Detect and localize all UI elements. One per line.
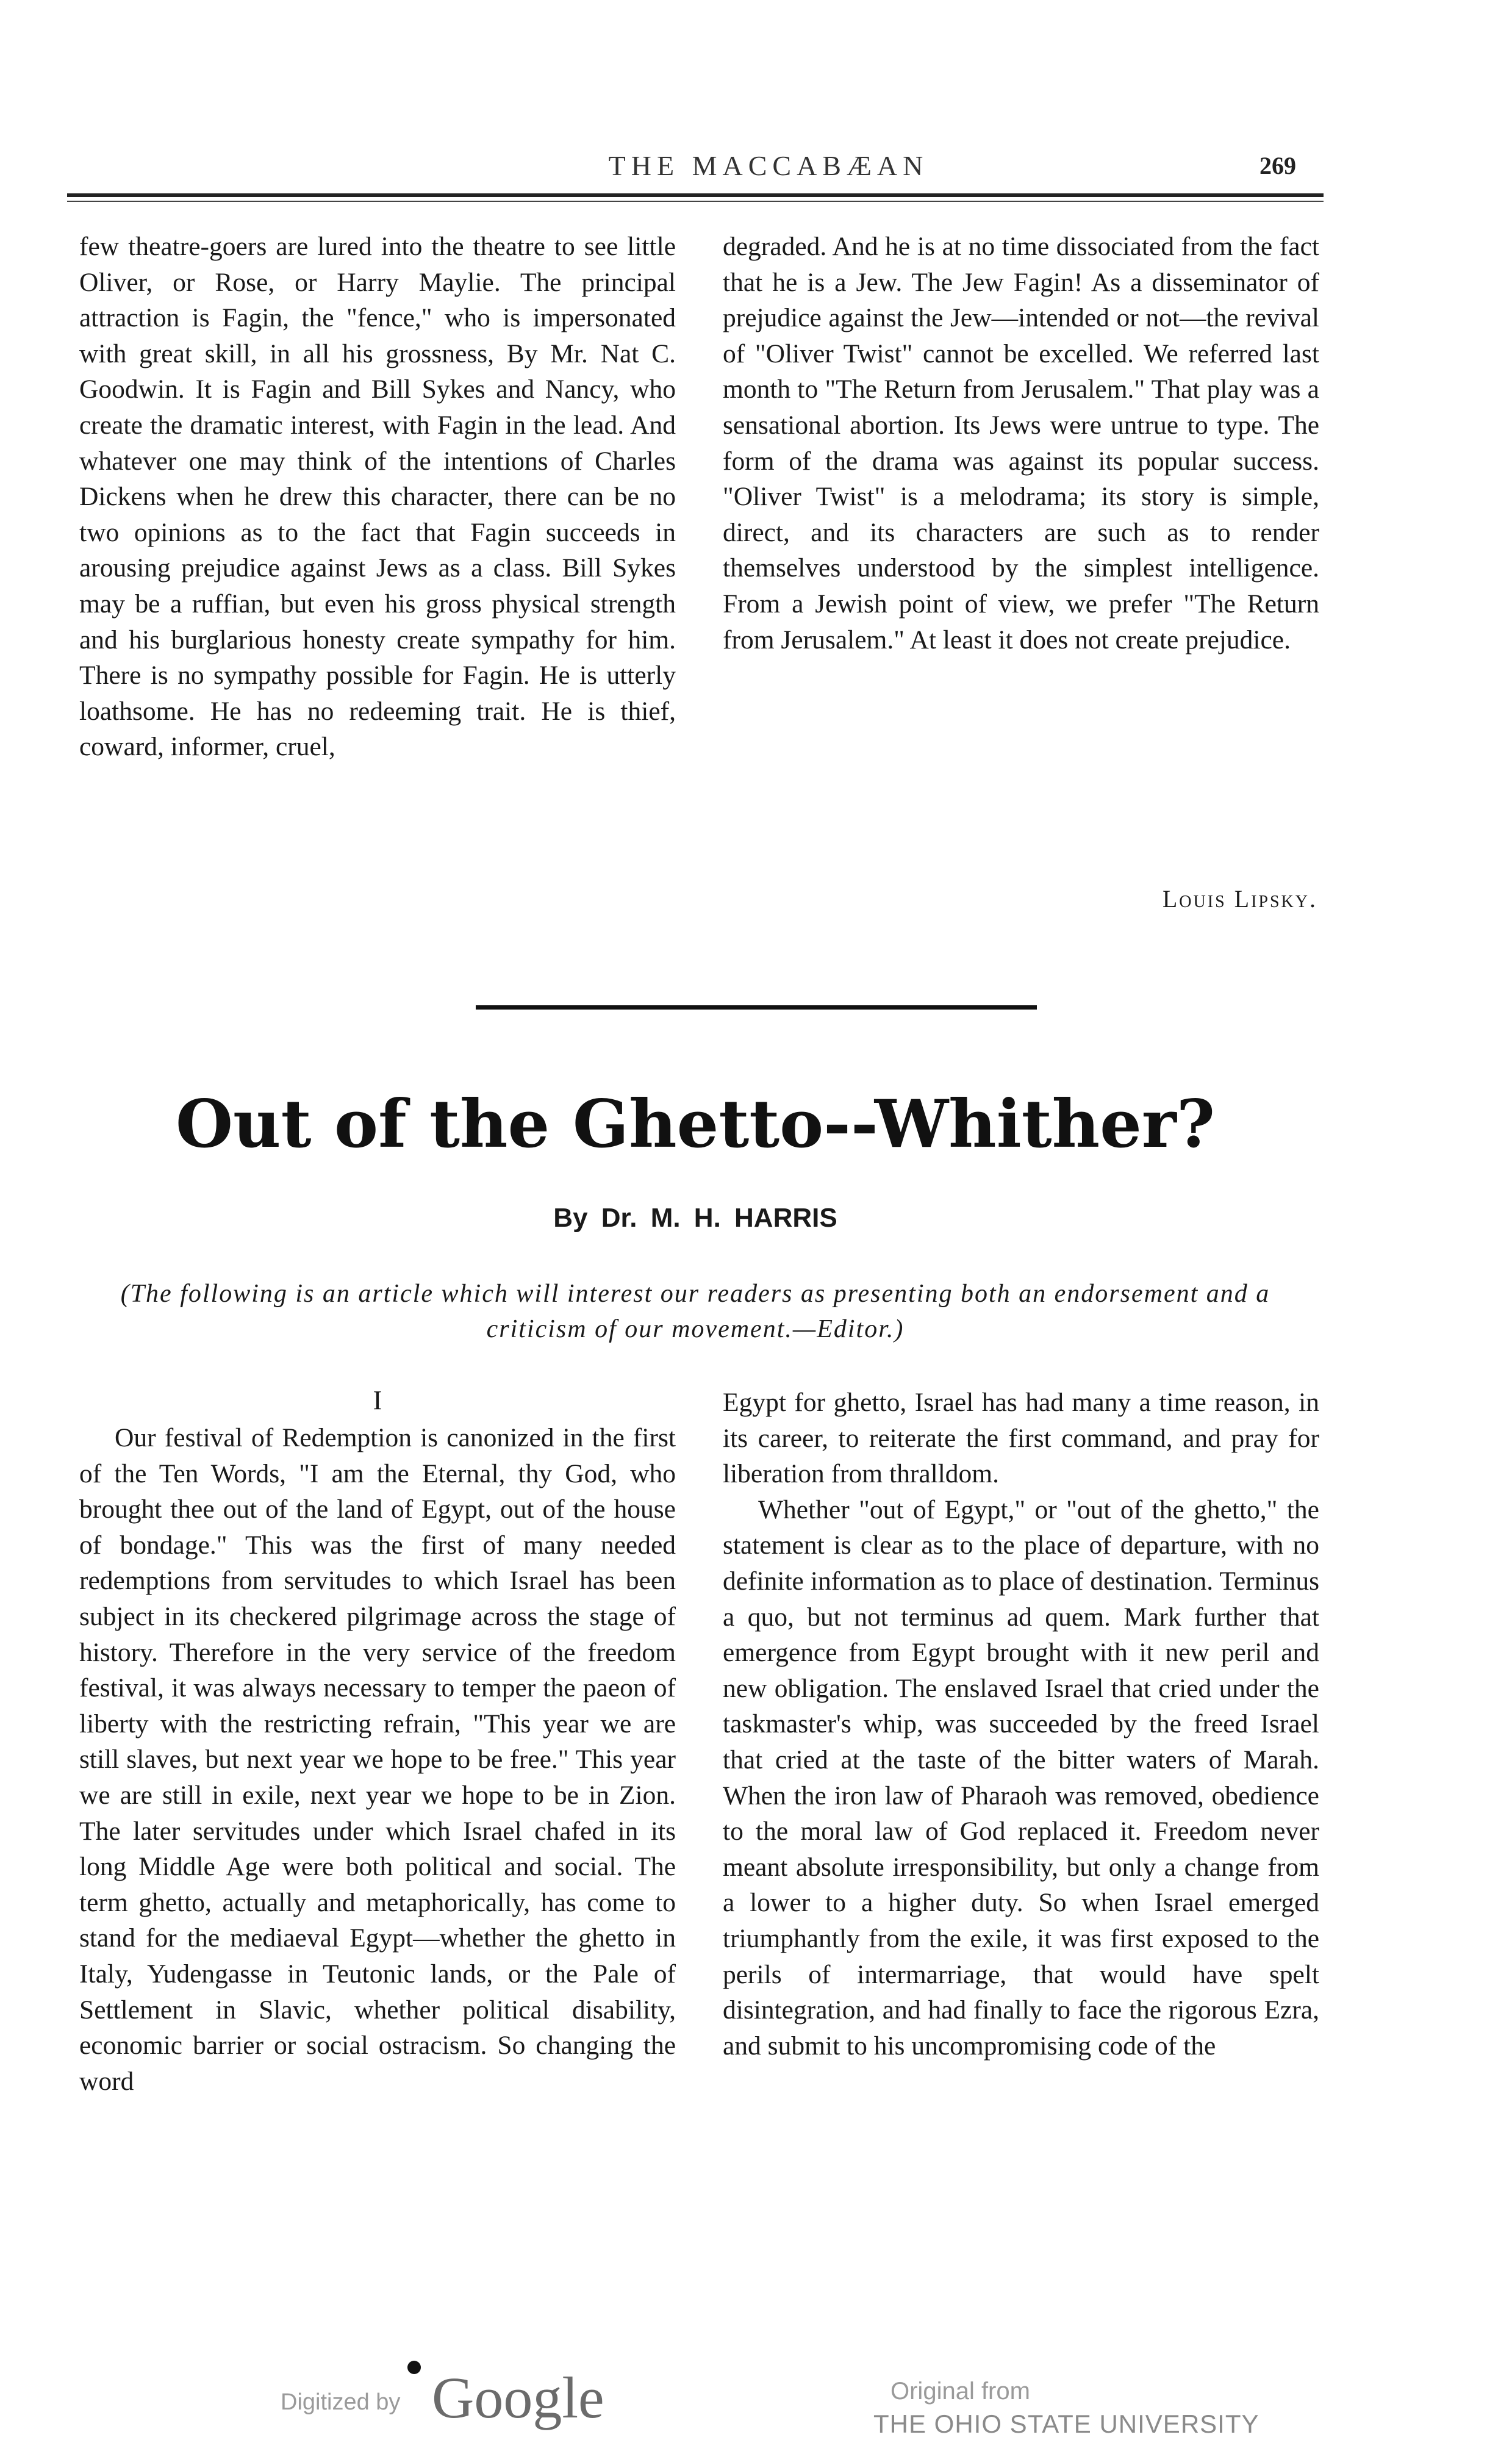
article-title: Out of the Ghetto--Whither?: [175, 1086, 1216, 1163]
page-number: 269: [1259, 152, 1296, 179]
article-column-1: [79, 1420, 676, 2099]
google-logo: Google: [432, 2365, 604, 2430]
ink-dot: [407, 2361, 421, 2374]
previous-article-column-2: [723, 229, 1319, 658]
section-divider: [476, 1005, 1037, 1010]
original-from-label: Original from: [890, 2378, 1030, 2405]
previous-article-column-1: [79, 229, 676, 765]
digitized-by-label: Digitized by: [281, 2389, 401, 2415]
article-column-2: [723, 1385, 1319, 2064]
article-byline: By Dr. M. H. HARRIS: [553, 1203, 837, 1233]
author-signature: Louis Lipsky.: [1162, 885, 1317, 913]
previous-article-text-1: few theatre-goers are lured into the theatre to see little Oliver, or Rose, or Harry Maylie. The principal attraction is Fagin, the "fence," who is impersonated with great skill, in all his grossness, By Mr. Nat C. Goodwin. It is Fagin and Bill Sykes and Nancy, who create the dramatic interest, with Fagin in the lead. And whatever one may think of the intentions of Charles Dickens when he drew this character, there can be no two opinions as to the fact that Fagin succeeds in arousing prejudice against Jews as a class. Bill Sykes may be a ruffian, but even his gross physical strength and his burglarious honesty create sympathy for him. There is no sympathy possible for Fagin. He is utterly loathsome. He has no redeeming trait. He is thief, coward, informer, cruel,: [79, 232, 676, 762]
article-paragraph: Egypt for ghetto, Israel has had many a time reason, in its career, to reiterate the first command, and pray for liberation from thralldom.: [723, 1388, 1319, 1489]
header-rule: [67, 193, 1324, 197]
section-number: I: [373, 1385, 382, 1415]
header-rule-thin: [67, 201, 1324, 202]
running-title: THE MACCABÆAN: [608, 150, 929, 181]
article-paragraph: Whether "out of Egypt," or "out of the ghetto," the statement is clear as to the place of departure, with no definite information as to place of destination. Terminus a quo, but not terminus ad quem. Mark further that emergence from Egypt brought with it new peril and new obligation. The enslaved Israel that cried under the taskmaster's whip, was succeeded by the freed Israel that cried at the taste of the bitter waters of Marah. When the iron law of Pharaoh was removed, obedience to the moral law of God replaced it. Freedom never meant absolute irresponsibility, but only a change from a lower to a higher duty. So when Israel emerged triumphantly from the exile, it was first exposed to the perils of intermarriage, that would have spelt disintegration, and had finally to face the rigorous Ezra, and submit to his uncompromising code of the: [723, 1494, 1319, 2061]
article-paragraph: Our festival of Redemption is canonized in the first of the Ten Words, "I am the Eternal, thy God, who brought thee out of the land of Egypt, out of the house of bondage." This was the first of many needed redemptions from servitudes to which Israel has been subject in its checkered pilgrimage across the stage of history. Therefore in the very service of the freedom festival, it was always necessary to temper the paeon of liberty with the restricting refrain, "This year we are still slaves, but next year we hope to be free." This year we are still in exile, next year we hope to be in Zion. The later servitudes under which Israel chafed in its long Middle Age were both political and social. The term ghetto, actually and metaphorically, has come to stand for the mediaeval Egypt—whether the ghetto in Italy, Yudengasse in Teutonic lands, or the Pale of Settlement in Slavic, whether political disability, economic barrier or social ostracism. So changing the word: [79, 1423, 676, 2096]
institution-label: THE OHIO STATE UNIVERSITY: [873, 2410, 1259, 2438]
previous-article-text-2: degraded. And he is at no time dissociated from the fact that he is a Jew. The Jew Fagin! As a disseminator of prejudice against the Jew—intended or not—the revival of "Oliver Twist" cannot be excelled. We referred last month to "The Return from Jerusalem." That play was a sensational abortion. Its Jews were untrue to type. The form of the drama was against its popular success. "Oliver Twist" is a melodrama; its story is simple, direct, and its characters are such as to render themselves understood by the simplest intelligence. From a Jewish point of view, we prefer "The Return from Jerusalem." At least it does not create prejudice.: [723, 232, 1319, 655]
editor-note: (The following is an article which will interest our readers as presenting both an endorsement and a criticism of our movement.—Editor.): [120, 1280, 1270, 1343]
